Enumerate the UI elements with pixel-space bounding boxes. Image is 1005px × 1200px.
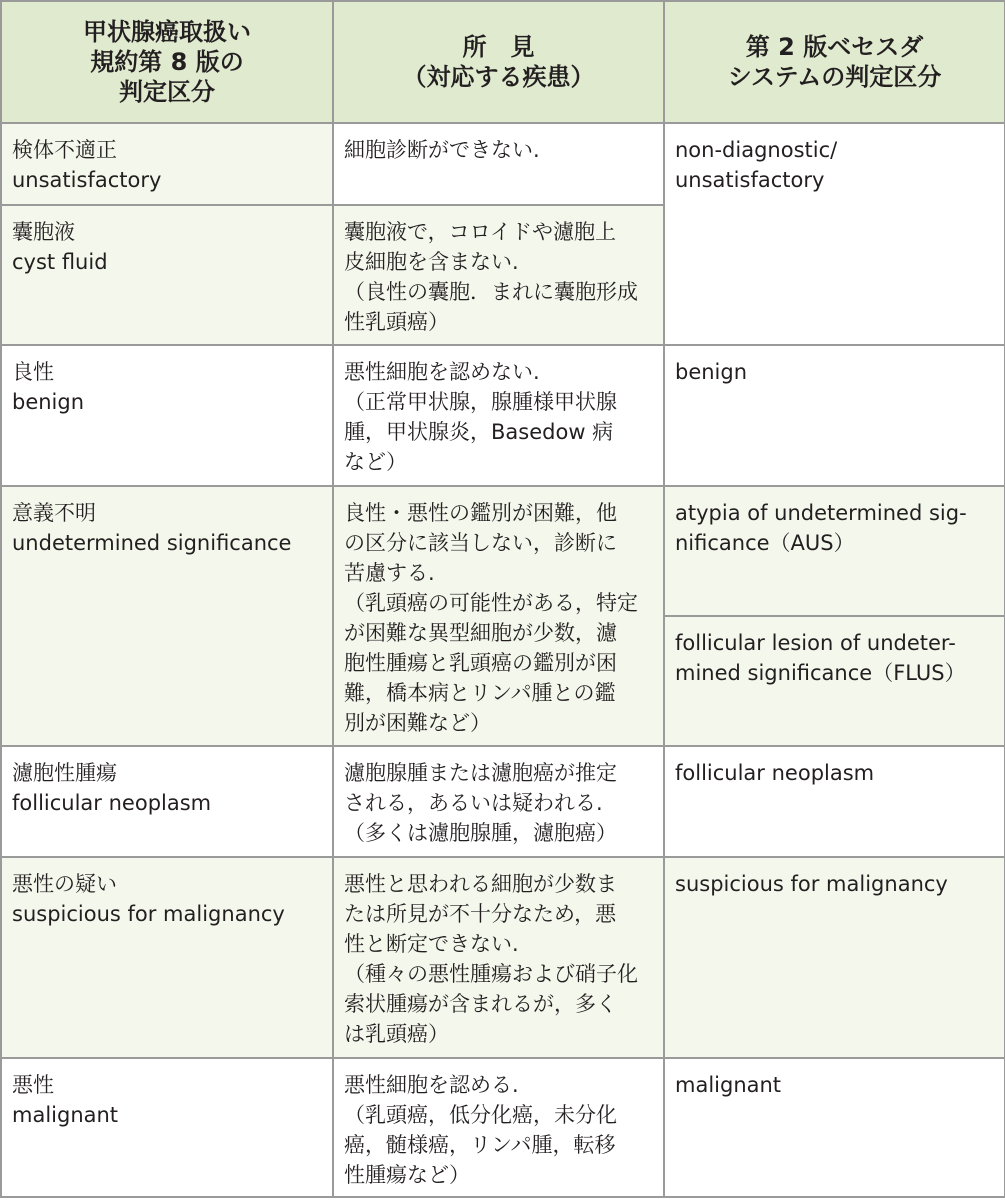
- table-row: [1, 857, 1005, 1058]
- table-row: [1, 746, 1005, 857]
- bethesda-cell-flus: follicular lesion of undeter- mined significance（FLUS）: [664, 616, 1005, 746]
- category-cell: 悪性 malignant: [1, 1058, 333, 1197]
- category-cell: 良性 benign: [1, 345, 333, 486]
- table-row: [1, 345, 1005, 486]
- findings-cell: 良性・悪性の鑑別が困難，他 の区分に該当しない，診断に 苦慮する. （乳頭癌の可能性がある，特定 が困難な異型細胞が少数，濾 胞性腫瘍と乳頭癌の鑑別が困 難，橋本病とリンパ腫との鑑 別が困難など）: [333, 486, 664, 746]
- header-bethesda-category: 第 2 版ベセスダ システムの判定区分: [664, 1, 1005, 123]
- findings-cell: 悪性細胞を認めない. （正常甲状腺，腺腫様甲状腺 腫，甲状腺炎，Basedow 病 など）: [333, 345, 664, 486]
- bethesda-cell: follicular neoplasm: [664, 746, 1005, 857]
- findings-cell: 濾胞腺腫または濾胞癌が推定 される，あるいは疑われる. （多くは濾胞腺腫，濾胞癌）: [333, 746, 664, 857]
- category-cell: 濾胞性腫瘍 follicular neoplasm: [1, 746, 333, 857]
- table-row: [1, 486, 1005, 616]
- bethesda-cell: benign: [664, 345, 1005, 486]
- category-cell: 悪性の疑い suspicious for malignancy: [1, 857, 333, 1058]
- table-row: [1, 123, 1005, 205]
- findings-cell: 悪性と思われる細胞が少数ま たは所見が不十分なため，悪 性と断定できない. （種々の悪性腫瘍および硝子化 索状腫瘍が含まれるが，多く は乳頭癌）: [333, 857, 664, 1058]
- bethesda-cell-aus: atypia of undetermined sig- nificance（AUS）: [664, 486, 1005, 616]
- bethesda-cell: non-diagnostic/ unsatisfactory: [664, 123, 1005, 345]
- category-cell: 検体不適正 unsatisfactory: [1, 123, 333, 205]
- category-cell: 囊胞液 cyst fluid: [1, 205, 333, 345]
- bethesda-cell: malignant: [664, 1058, 1005, 1197]
- header-findings: 所 見 （対応する疾患）: [333, 1, 664, 123]
- header-japanese-category: 甲状腺癌取扱い 規約第 8 版の 判定区分: [1, 1, 333, 123]
- category-cell: 意義不明 undetermined significance: [1, 486, 333, 746]
- header-row: [1, 1, 1005, 123]
- findings-cell: 細胞診断ができない.: [333, 123, 664, 205]
- findings-cell: 悪性細胞を認める. （乳頭癌，低分化癌，未分化 癌，髄様癌，リンパ腫，転移 性腫瘍など）: [333, 1058, 664, 1197]
- table-row: [1, 1058, 1005, 1197]
- findings-cell: 囊胞液で，コロイドや濾胞上 皮細胞を含まない. （良性の囊胞．まれに囊胞形成 性乳頭癌）: [333, 205, 664, 345]
- bethesda-cell: suspicious for malignancy: [664, 857, 1005, 1058]
